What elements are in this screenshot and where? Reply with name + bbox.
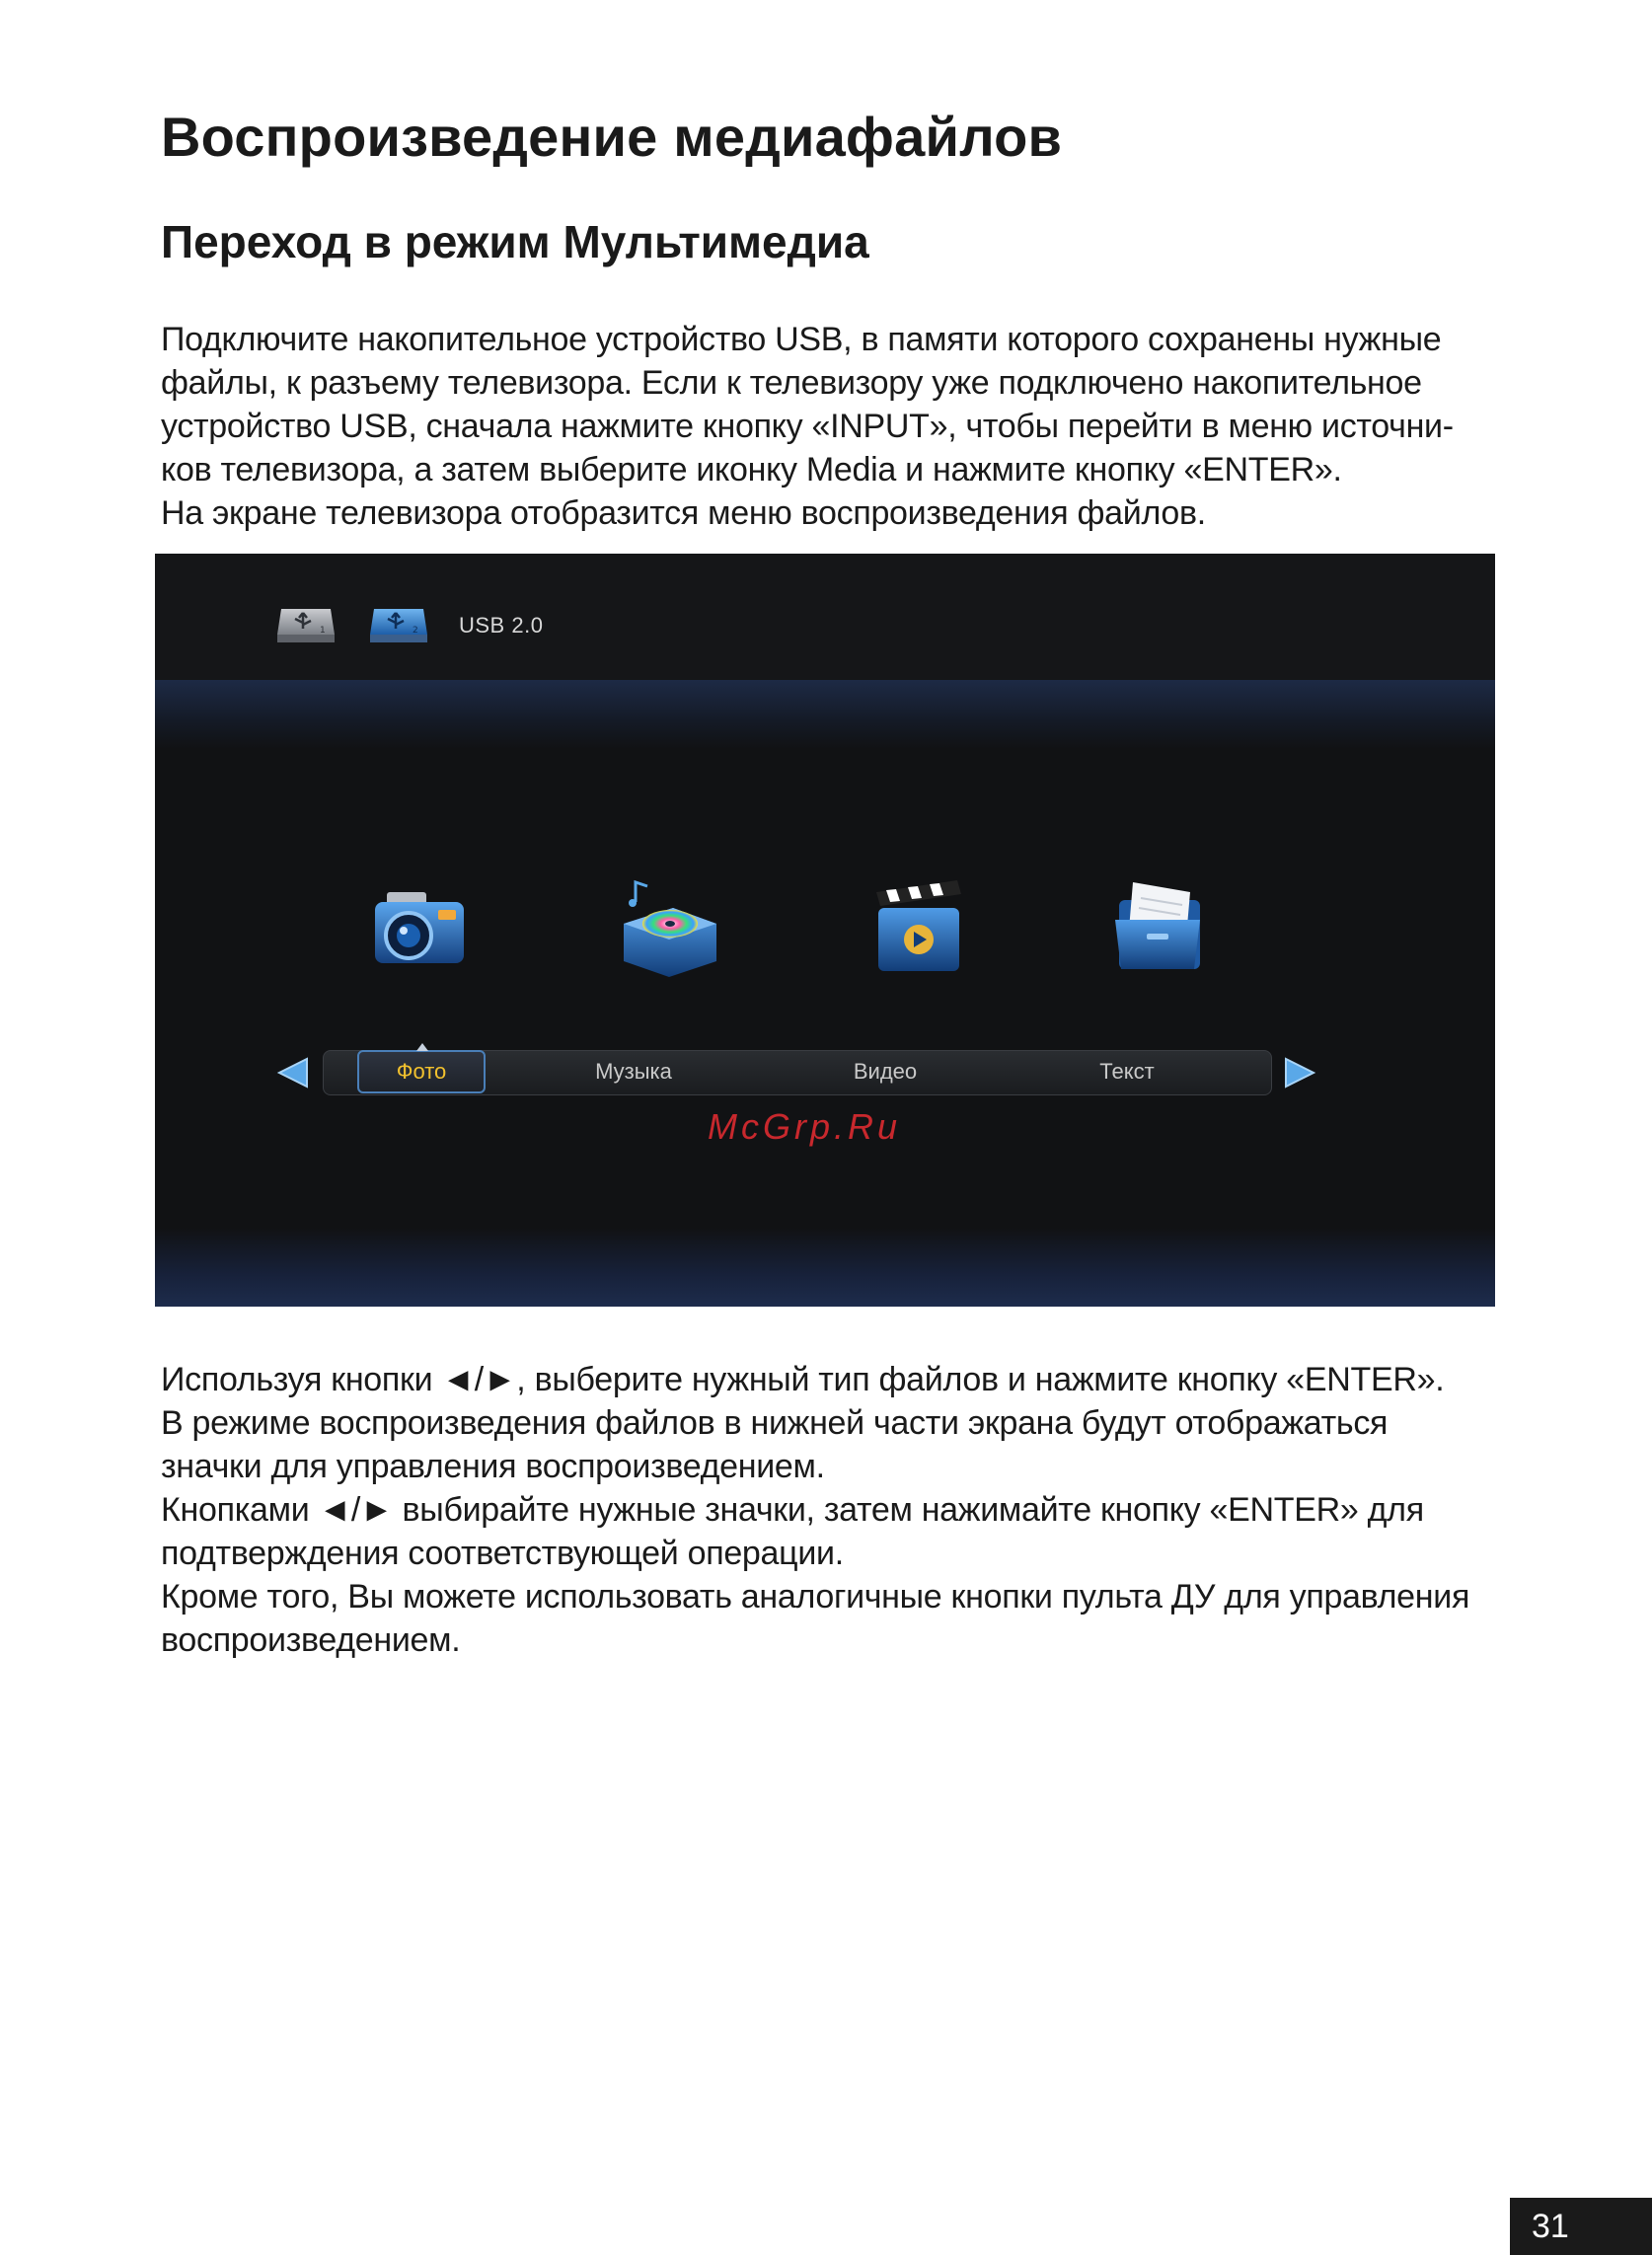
svg-text:2: 2 (413, 626, 418, 636)
usage-line: Кнопками ◄/► выбирайте нужные значки, затем нажимайте кнопку «ENTER» для (161, 1491, 1424, 1529)
menu-item-text[interactable]: Текст (1099, 1059, 1155, 1084)
page-title: Воспроизведение медиафайлов (161, 106, 1063, 168)
usage-line: воспроизведением. (161, 1621, 461, 1659)
usage-line: В режиме воспроизведения файлов в нижней части экрана будут отображаться (161, 1404, 1389, 1442)
intro-line: ков телевизора, а затем выберите иконку Media и нажмите кнопку «ENTER». (161, 451, 1342, 489)
intro-line: На экране телевизора отобразится меню воспроизведения файлов. (161, 494, 1206, 532)
usb-drive-1-icon[interactable] (273, 601, 337, 646)
usage-line: подтверждения соответствующей операции. (161, 1535, 844, 1572)
usage-line: Используя кнопки ◄/►, выберите нужный тип файлов и нажмите кнопку «ENTER». (161, 1361, 1445, 1398)
arrow-right-icon[interactable] (1280, 1055, 1319, 1090)
tv-top-glow (155, 680, 1495, 749)
usage-line: значки для управления воспроизведением. (161, 1448, 825, 1485)
camera-icon[interactable] (365, 874, 474, 983)
section-title: Переход в режим Мультимедиа (161, 216, 869, 267)
usb-drive-2-icon[interactable] (366, 601, 429, 646)
usb-label: USB 2.0 (459, 613, 544, 638)
folder-icon[interactable] (1103, 874, 1212, 983)
arrow-left-icon[interactable] (273, 1055, 313, 1090)
menu-item-photo[interactable]: Фото (357, 1050, 486, 1093)
tv-bottom-glow (155, 1228, 1495, 1307)
watermark: McGrp.Ru (708, 1106, 902, 1147)
intro-line: Подключите накопительное устройство USB, в памяти которого сохранены нужные (161, 321, 1442, 358)
usage-paragraph (161, 1358, 1513, 1662)
intro-line: устройство USB, сначала нажмите кнопку «INPUT», чтобы перейти в меню источни- (161, 408, 1454, 445)
page-number: 31 (1510, 2198, 1652, 2255)
tv-media-menu-screenshot (155, 554, 1495, 1307)
svg-text:1: 1 (320, 626, 326, 636)
tv-header-bar (155, 554, 1495, 680)
clapperboard-icon[interactable] (864, 874, 973, 983)
menu-item-music[interactable]: Музыка (595, 1059, 672, 1084)
menu-item-video[interactable]: Видео (853, 1059, 918, 1084)
intro-line: файлы, к разъему телевизора. Если к телевизору уже подключено накопительное (161, 364, 1422, 402)
music-player-icon[interactable] (614, 874, 722, 983)
intro-paragraph (161, 318, 1513, 535)
usage-line: Кроме того, Вы можете использовать аналогичные кнопки пульта ДУ для управления (161, 1578, 1470, 1616)
